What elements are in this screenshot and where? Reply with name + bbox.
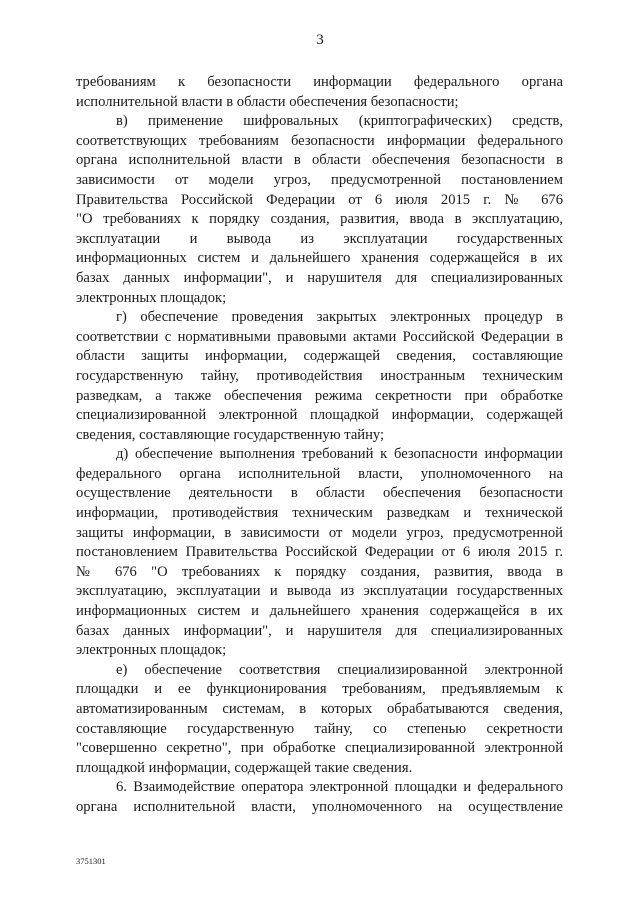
- text-line: исполнительной власти в области обеспечения безопасности;: [76, 93, 459, 110]
- text-line: информационных систем и дальнейшего хранения содержащейся в их: [76, 603, 563, 620]
- text-line: е) обеспечение соответствия специализированной электронной: [116, 661, 563, 678]
- text-line: области защиты информации, содержащей сведения, составляющие: [76, 348, 563, 365]
- text-line: эксплуатации и вывода из эксплуатации государственных: [76, 230, 563, 247]
- text-line: зависимости от модели угроз, предусмотренной постановлением: [76, 171, 563, 188]
- text-line: "совершенно секретно", при обработке специализированной электронной: [76, 740, 563, 757]
- text-line: специализированной электронной площадкой информации, содержащей: [76, 407, 563, 424]
- text-line: требованиям к безопасности информации федерального органа: [76, 74, 563, 90]
- text-line: базах данных информации", и нарушителя для специализированных: [76, 269, 563, 286]
- text-line: площадкой информации, содержащей такие сведения.: [76, 759, 413, 776]
- text-line: федерального органа исполнительной власти, уполномоченного на: [76, 465, 563, 482]
- text-line: органа исполнительной власти, уполномоченного на осуществление: [76, 798, 563, 815]
- text-line: информационных систем и дальнейшего хранения содержащейся в их: [76, 250, 563, 267]
- document-code: 3751301: [76, 856, 106, 866]
- page-number: 3: [316, 32, 324, 48]
- text-line: защиты информации, в зависимости от модели угроз, предусмотренной: [76, 524, 563, 541]
- text-line: в) применение шифровальных (криптографических) средств,: [116, 113, 563, 130]
- text-line: "О требованиях к порядку создания, развития, ввода в эксплуатацию,: [76, 211, 563, 228]
- text-line: 6. Взаимодействие оператора электронной площадки и федерального: [116, 779, 563, 796]
- text-line: д) обеспечение выполнения требований к безопасности информации: [116, 446, 563, 463]
- text-line: автоматизированным системам, в которых обрабатываются сведения,: [76, 701, 563, 717]
- text-line: соответствии с нормативными правовыми актами Российской Федерации в: [76, 328, 563, 345]
- document-body: [76, 73, 563, 818]
- text-line: государственную тайну, противодействия иностранным техническим: [76, 367, 563, 384]
- text-line: электронных площадок;: [76, 289, 227, 306]
- text-line: информации, противодействия техническим разведкам и технической: [76, 505, 563, 522]
- text-line: органа исполнительной власти в области обеспечения безопасности в: [76, 152, 563, 169]
- text-line: Правительства Российской Федерации от 6 июля 2015 г. № 676: [76, 191, 563, 208]
- text-line: эксплуатацию, эксплуатации и вывода из эксплуатации государственных: [76, 583, 563, 600]
- text-line: базах данных информации", и нарушителя для специализированных: [76, 622, 563, 639]
- text-line: г) обеспечение проведения закрытых электронных процедур в: [116, 309, 563, 326]
- text-line: сведения, составляющие государственную тайну;: [76, 426, 385, 443]
- text-line: разведкам, а также обеспечения режима секретности при обработке: [76, 387, 563, 404]
- text-line: соответствующих требованиям безопасности информации федерального: [76, 132, 563, 149]
- text-line: осуществление деятельности в области обеспечения безопасности: [76, 485, 563, 502]
- text-line: электронных площадок;: [76, 642, 227, 659]
- text-line: составляющие государственную тайну, со степенью секретности: [76, 720, 563, 737]
- text-line: постановлением Правительства Российской Федерации от 6 июля 2015 г.: [76, 544, 563, 561]
- text-line: площадки и ее функционирования требованиям, предъявляемым к: [76, 681, 563, 698]
- text-line: № 676 "О требованиях к порядку создания, развития, ввода в: [76, 563, 563, 580]
